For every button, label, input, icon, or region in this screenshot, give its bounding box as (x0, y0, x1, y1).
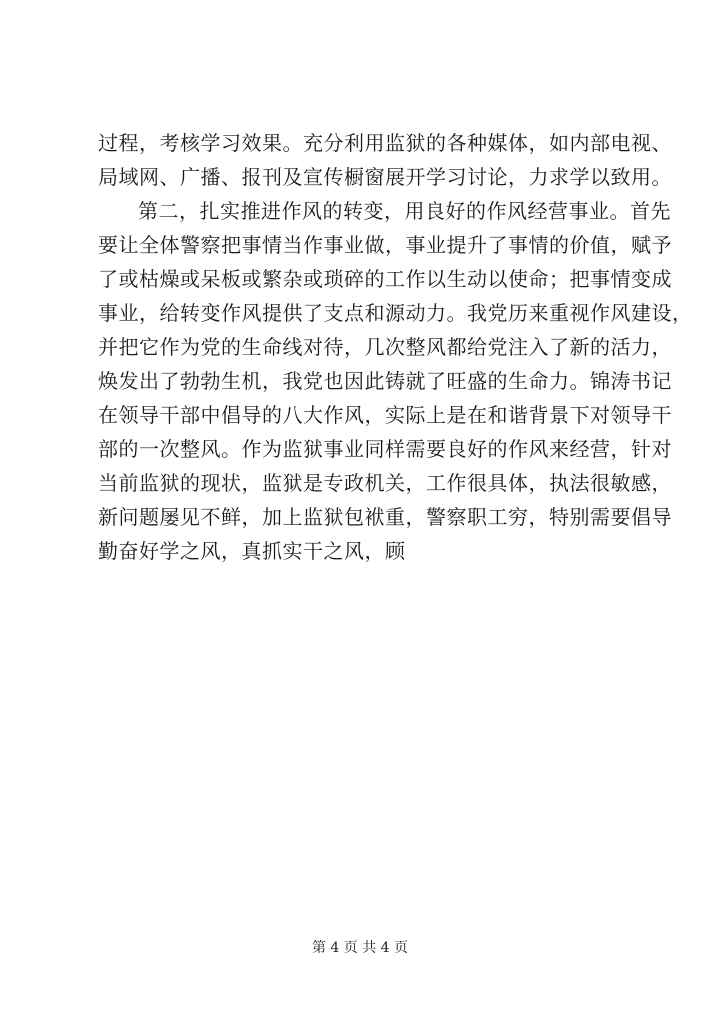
text-line-8: 焕发出了勃勃生机，我党也因此铸就了旺盛的生命力。锦涛书记 (98, 369, 672, 393)
text-line-1: 过程，考核学习效果。充分利用监狱的各种媒体，如内部电视、 (98, 131, 672, 155)
text-line-13: 勤奋好学之风，真抓实干之风，顾 (98, 539, 406, 563)
text-line-5: 了或枯燥或呆板或繁杂或琐碎的工作以生动以使命；把事情变成 (98, 267, 672, 291)
text-line-6: 事业，给转变作风提供了支点和源动力。我党历来重视作风建设， (98, 301, 693, 325)
text-line-3: 第二，扎实推进作风的转变，用良好的作风经营事业。首先 (138, 199, 671, 223)
text-line-4: 要让全体警察把事情当作事业做，事业提升了事情的价值，赋予 (98, 233, 672, 257)
text-line-11: 当前监狱的现状，监狱是专政机关，工作很具体，执法很敏感， (98, 471, 672, 495)
text-line-2: 局域网、广播、报刊及宣传橱窗展开学习讨论，力求学以致用。 (98, 165, 672, 189)
page-footer: 第 4 页 共 4 页 (311, 940, 409, 956)
text-line-7: 并把它作为党的生命线对待，几次整风都给党注入了新的活力， (98, 335, 672, 359)
text-line-12: 新问题屡见不鲜，加上监狱包袱重，警察职工穷，特别需要倡导 (98, 505, 672, 529)
text-line-9: 在领导干部中倡导的八大作风，实际上是在和谐背景下对领导干 (98, 403, 672, 427)
text-line-10: 部的一次整风。作为监狱事业同样需要良好的作风来经营，针对 (98, 437, 672, 461)
